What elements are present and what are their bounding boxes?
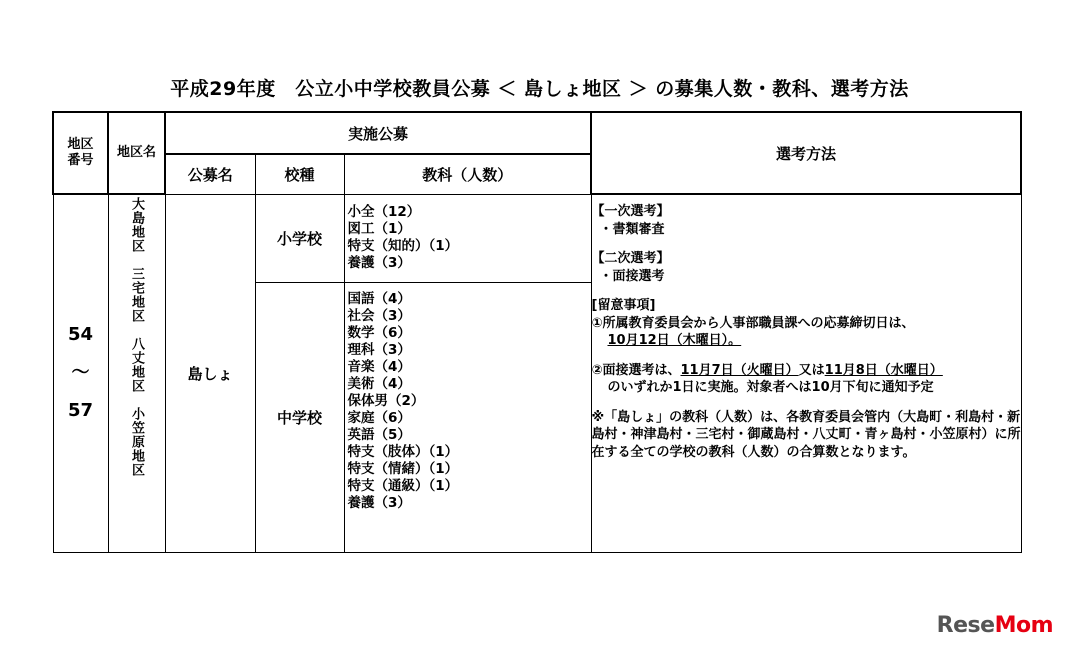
list-item: 保体男（2）: [347, 392, 425, 409]
note-2-text: ②面接選考は、: [591, 362, 681, 378]
list-item: 英語（5）: [347, 426, 411, 443]
area-names: 大島地区 三宅地区 八丈地区 小笠原地区: [129, 197, 144, 478]
list-item: 特支（情緒）（1）: [347, 460, 459, 477]
note-3-text: ※「島しょ」の教科（人数）は、各教育委員会管内（大島町・利島村・新島村・神津島村・三宅村・御蔵島村・八丈町・青ヶ島村・小笠原村）に所在する全ての学校の教科（人数）の合算数となります。: [591, 409, 1021, 460]
school-type-elementary: 小学校: [255, 194, 344, 282]
note-2-text-cont: のいずれか1日に実施。対象者へは10月下旬に通知予定: [607, 380, 934, 395]
first-selection-item: ・書類審査: [599, 221, 665, 237]
notes-heading: [留意事項]: [591, 298, 656, 313]
header-school-type: 校種: [255, 154, 344, 194]
page-title: 平成29年度 公立小中学校教員公募 ＜ 島しょ地区 ＞ の募集人数・教科、選考方法: [170, 78, 909, 100]
selection-method-cell: [591, 194, 1021, 552]
header-implementation: 実施公募: [165, 112, 591, 154]
list-item: 社会（3）: [347, 307, 411, 324]
list-item: 特支（肢体）（1）: [347, 443, 459, 460]
list-item: 数学（6）: [347, 324, 411, 341]
header-area-number: 地区 番号: [53, 112, 108, 194]
area-names-cell: [108, 194, 165, 552]
first-selection-heading: 【一次選考】: [591, 204, 670, 219]
second-selection-item: ・面接選考: [599, 268, 665, 284]
header-selection-method: 選考方法: [591, 112, 1021, 194]
list-item: 理科（3）: [347, 341, 411, 358]
header-subjects: 教科（人数）: [344, 154, 591, 194]
area-number-cell: [53, 194, 108, 552]
note-2-or: 又は: [798, 362, 825, 378]
list-item: 美術（4）: [347, 375, 411, 392]
note-2-date-1: 11月7日（火曜日）: [680, 362, 799, 378]
header-area-name: 地区名: [108, 112, 165, 194]
list-item: 家庭（6）: [347, 409, 411, 426]
list-item: 特支（通級）（1）: [347, 477, 459, 494]
recruit-name: 島しょ: [165, 194, 255, 552]
note-1-text: ①所属教育委員会から人事部職員課への応募締切日は、: [591, 315, 915, 331]
subjects-elementary-cell: [344, 194, 591, 282]
list-item: 音楽（4）: [347, 358, 411, 375]
second-selection-heading: 【二次選考】: [591, 251, 670, 266]
area-number-sep: ～: [71, 362, 90, 384]
area-number-to: 57: [67, 400, 94, 422]
list-item: 養護（3）: [347, 255, 411, 271]
note-2-date-2: 11月8日（水曜日）: [824, 362, 943, 378]
header-recruit-name: 公募名: [165, 154, 255, 194]
school-type-junior-high: 中学校: [255, 282, 344, 552]
note-1-deadline: 10月12日（木曜日）。: [607, 333, 742, 348]
list-item: 特支（知的）（1）: [347, 238, 459, 254]
list-item: 国語（4）: [347, 290, 411, 307]
subjects-junior-high-cell: [344, 282, 591, 552]
area-number-from: 54: [67, 324, 94, 346]
recruitment-table: [52, 111, 1022, 553]
list-item: 養護（3）: [347, 494, 411, 511]
list-item: 小全（12）: [347, 204, 421, 220]
resemom-logo: ReseMom: [936, 613, 1053, 638]
list-item: 図工（1）: [347, 221, 411, 237]
